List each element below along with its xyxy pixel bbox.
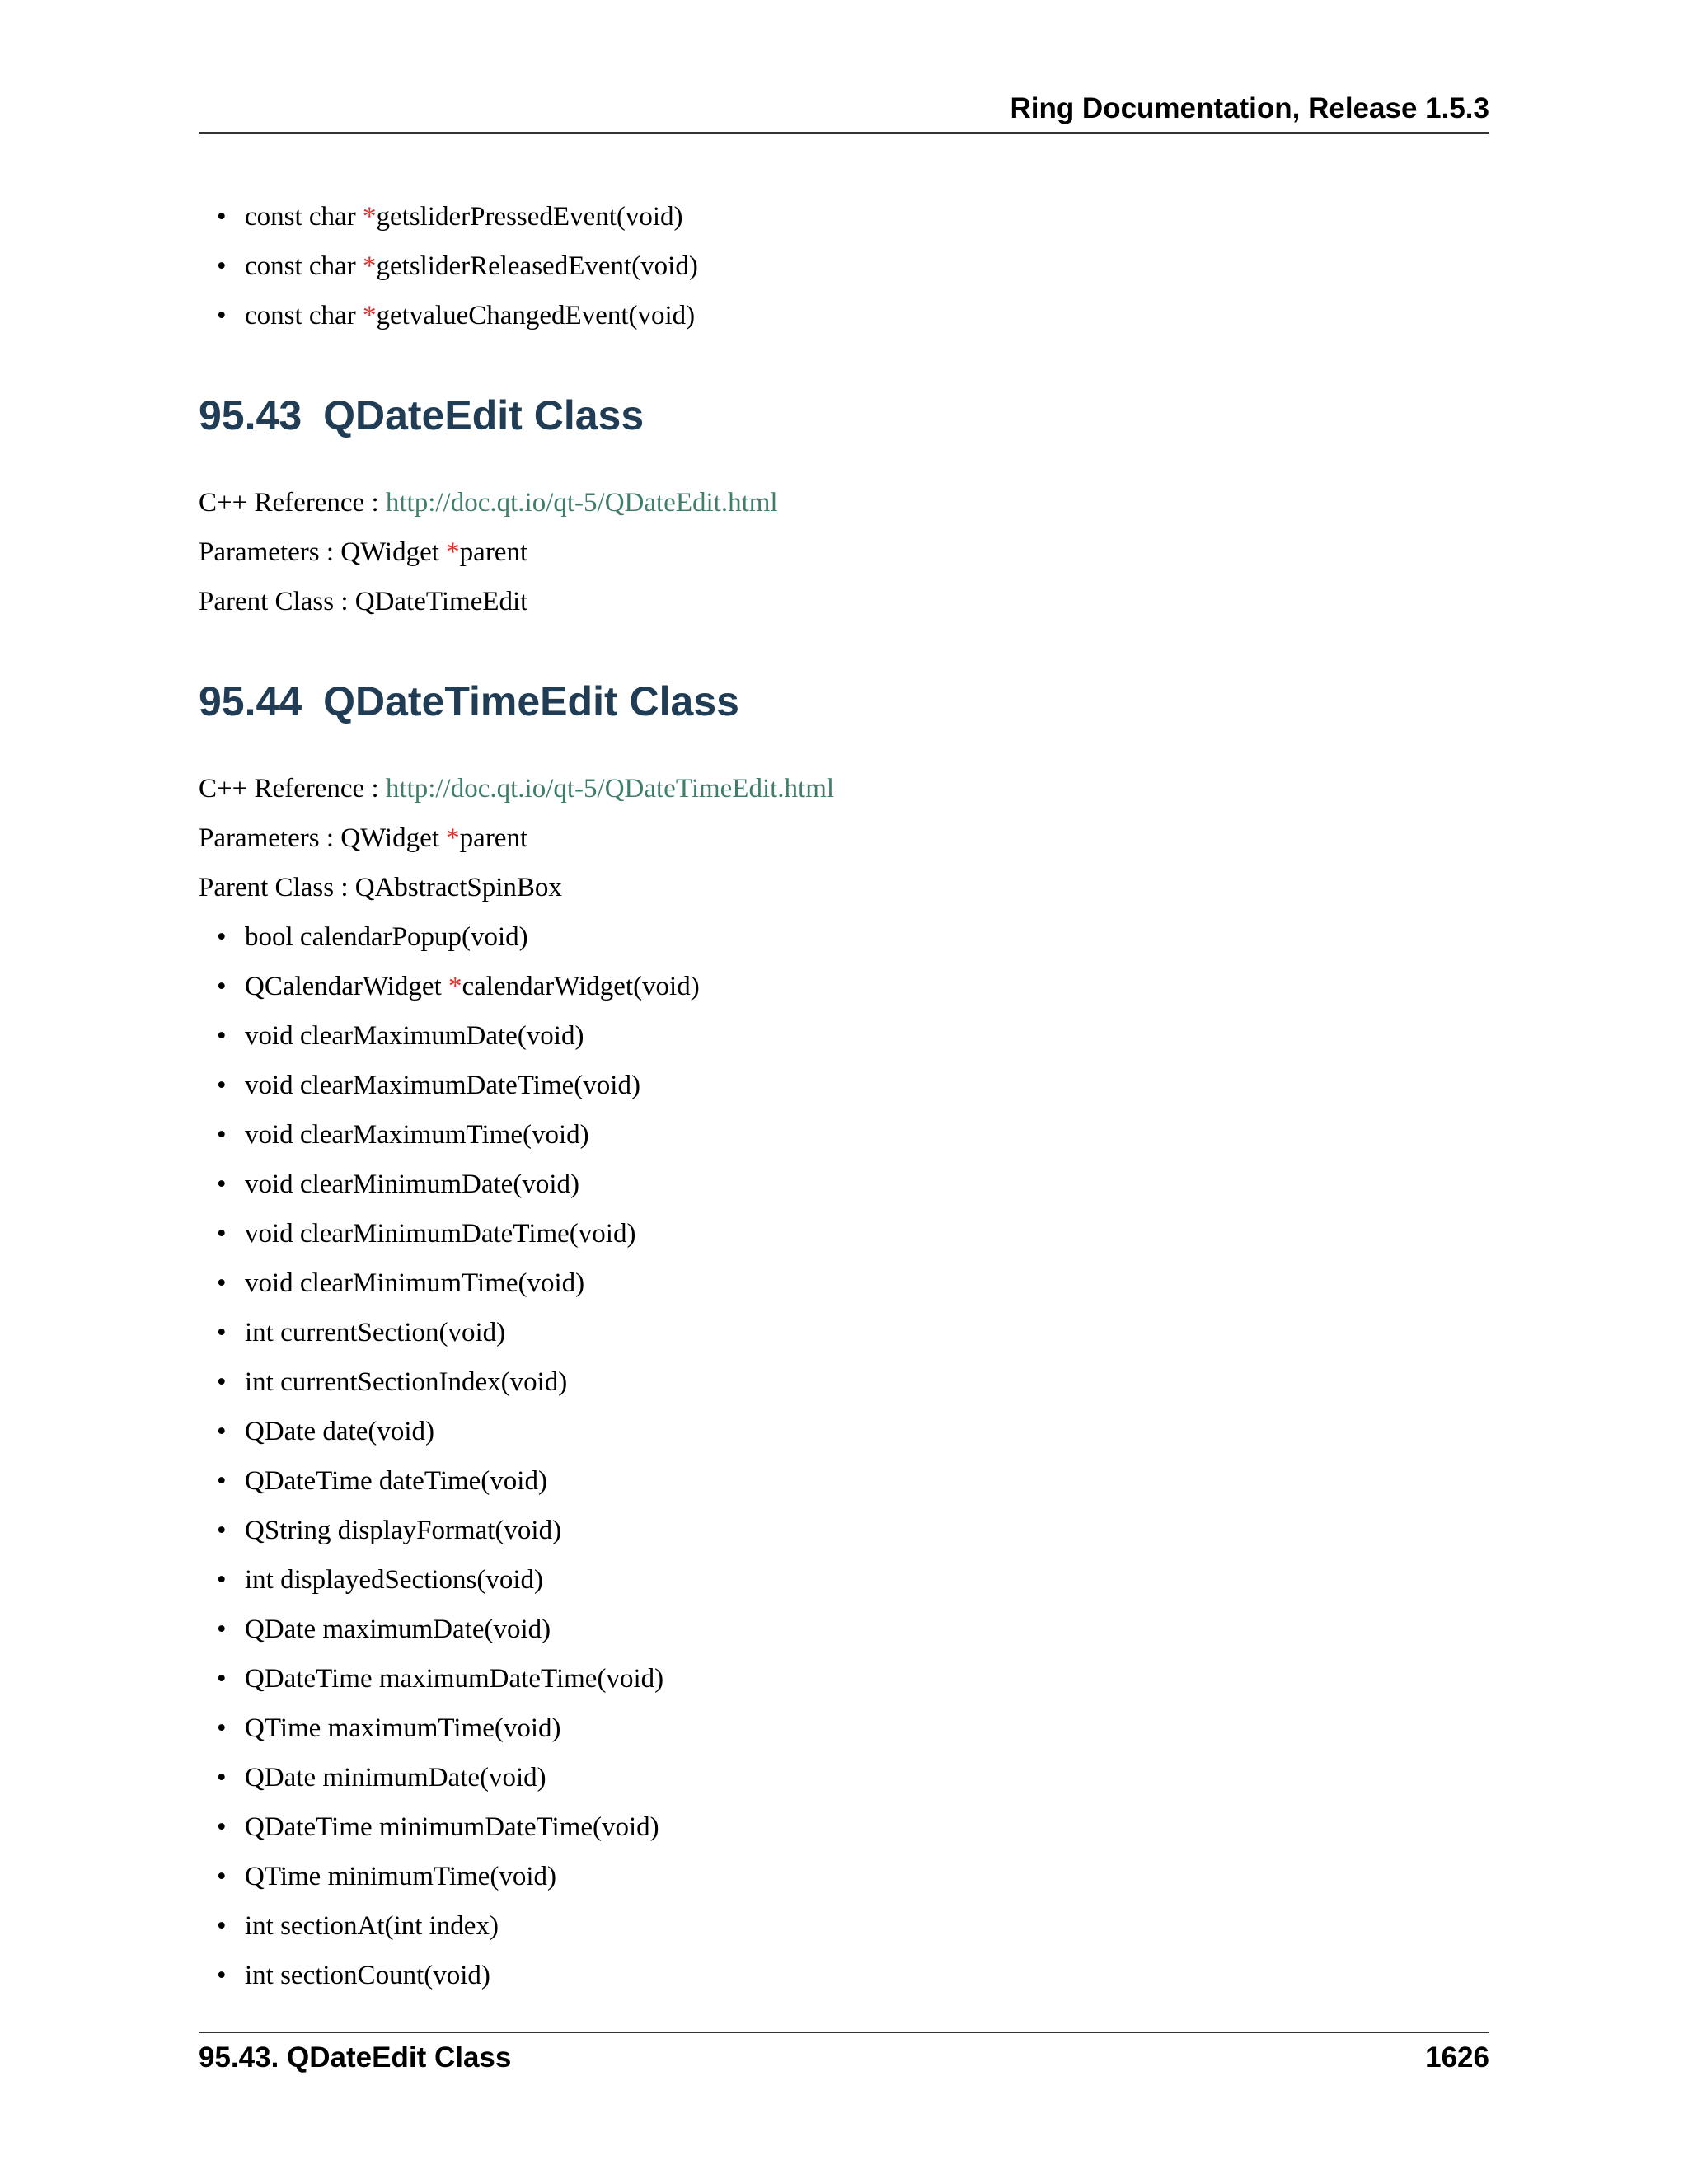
section-heading-95-44 [199,677,739,725]
bullet-icon: • [217,1268,227,1298]
bullet-icon: • [217,1417,227,1446]
method-signature: const char [245,251,363,281]
method-list-continued [217,192,698,340]
method-signature: int currentSection(void) [245,1318,506,1347]
list-item [217,1951,700,2000]
header-title: Ring Documentation, Release 1.5.3 [1010,92,1489,124]
list-item [217,912,700,962]
method-signature: int sectionAt(int index) [245,1911,499,1941]
page-header [199,92,1489,134]
bullet-icon: • [217,1318,227,1347]
parameters-line [199,813,528,863]
bullet-icon: • [217,922,227,952]
footer-section: 95.43. QDateEdit Class [199,2041,512,2074]
list-item [217,1407,700,1456]
method-signature: int sectionCount(void) [245,1961,490,1990]
list-item [217,241,698,291]
section-number: 95.44 [199,678,302,724]
list-item [217,1605,700,1654]
method-signature: int currentSectionIndex(void) [245,1367,568,1397]
method-signature: const char [245,202,363,232]
bullet-icon: • [217,1367,227,1397]
method-signature: QCalendarWidget [245,972,449,1001]
list-item [217,1160,700,1209]
bullet-icon: • [217,301,227,330]
bullet-icon: • [217,1021,227,1051]
list-item [217,1209,700,1258]
method-signature: QDateTime minimumDateTime(void) [245,1812,659,1842]
section-heading-95-43 [199,391,644,439]
list-item [217,1802,700,1852]
list-item [217,1456,700,1506]
bullet-icon: • [217,1516,227,1545]
reference-label: C++ Reference : [199,774,386,804]
method-signature: void clearMinimumTime(void) [245,1268,585,1298]
parameters-line [199,527,528,577]
method-signature: void clearMaximumDate(void) [245,1021,584,1051]
list-item [217,1357,700,1407]
method-signature: QDateTime dateTime(void) [245,1466,547,1496]
method-signature: QDateTime maximumDateTime(void) [245,1664,664,1694]
cpp-reference-line [199,764,834,813]
bullet-icon: • [217,1862,227,1891]
method-signature: QDate minimumDate(void) [245,1763,546,1793]
section-number: 95.43 [199,392,302,438]
method-signature: QDate maximumDate(void) [245,1615,551,1644]
pointer-star: * [446,823,460,853]
list-item [217,962,700,1011]
method-signature: const char [245,301,363,330]
pointer-star: * [362,202,377,232]
bullet-icon: • [217,972,227,1001]
pointer-star: * [446,537,460,567]
reference-link[interactable]: http://doc.qt.io/qt-5/QDateEdit.html [385,488,778,518]
list-item [217,1110,700,1160]
list-item [217,1308,700,1357]
list-item [217,1852,700,1901]
list-item [217,1753,700,1802]
bullet-icon: • [217,1219,227,1249]
method-signature: bool calendarPopup(void) [245,922,528,952]
section-title: QDateTimeEdit Class [323,678,739,724]
parameters-label: Parameters : QWidget [199,823,447,853]
list-item [217,1506,700,1555]
reference-label: C++ Reference : [199,488,386,518]
list-item [217,1555,700,1605]
method-name: calendarWidget(void) [462,972,700,1001]
method-signature: void clearMaximumTime(void) [245,1120,589,1150]
pointer-star: * [362,301,377,330]
bullet-icon: • [217,1466,227,1496]
list-item [217,192,698,241]
bullet-icon: • [217,1664,227,1694]
list-item [217,1704,700,1753]
method-signature: QString displayFormat(void) [245,1516,562,1545]
list-item [217,1901,700,1951]
method-name: getvalueChangedEvent(void) [376,301,696,330]
method-signature: void clearMinimumDate(void) [245,1169,579,1199]
page-footer [199,2032,1489,2083]
section-title: QDateEdit Class [323,392,645,438]
pointer-star: * [362,251,377,281]
method-signature: int displayedSections(void) [245,1565,544,1595]
cpp-reference-line [199,478,778,527]
bullet-icon: • [217,1615,227,1644]
bullet-icon: • [217,1911,227,1941]
method-list [217,912,700,2000]
method-name: getsliderPressedEvent(void) [376,202,683,232]
bullet-icon: • [217,251,227,281]
pointer-star: * [448,972,462,1001]
list-item [217,1258,700,1308]
method-signature: void clearMinimumDateTime(void) [245,1219,636,1249]
parameters-label: Parameters : QWidget [199,537,447,567]
page-number: 1626 [1425,2041,1489,2074]
parameters-name: parent [459,823,528,853]
method-name: getsliderReleasedEvent(void) [376,251,698,281]
method-signature: void clearMaximumDateTime(void) [245,1071,640,1100]
list-item [217,1654,700,1704]
bullet-icon: • [217,1763,227,1793]
bullet-icon: • [217,1120,227,1150]
parameters-name: parent [459,537,528,567]
bullet-icon: • [217,1961,227,1990]
parent-class-line: Parent Class : QDateTimeEdit [199,587,528,616]
reference-link[interactable]: http://doc.qt.io/qt-5/QDateTimeEdit.html [385,774,835,804]
bullet-icon: • [217,1071,227,1100]
parent-class-line: Parent Class : QAbstractSpinBox [199,873,562,902]
list-item [217,291,698,340]
method-signature: QTime maximumTime(void) [245,1713,561,1743]
method-signature: QTime minimumTime(void) [245,1862,557,1891]
bullet-icon: • [217,1565,227,1595]
bullet-icon: • [217,1713,227,1743]
method-signature: QDate date(void) [245,1417,434,1446]
list-item [217,1061,700,1110]
list-item [217,1011,700,1061]
bullet-icon: • [217,1169,227,1199]
bullet-icon: • [217,1812,227,1842]
bullet-icon: • [217,202,227,232]
